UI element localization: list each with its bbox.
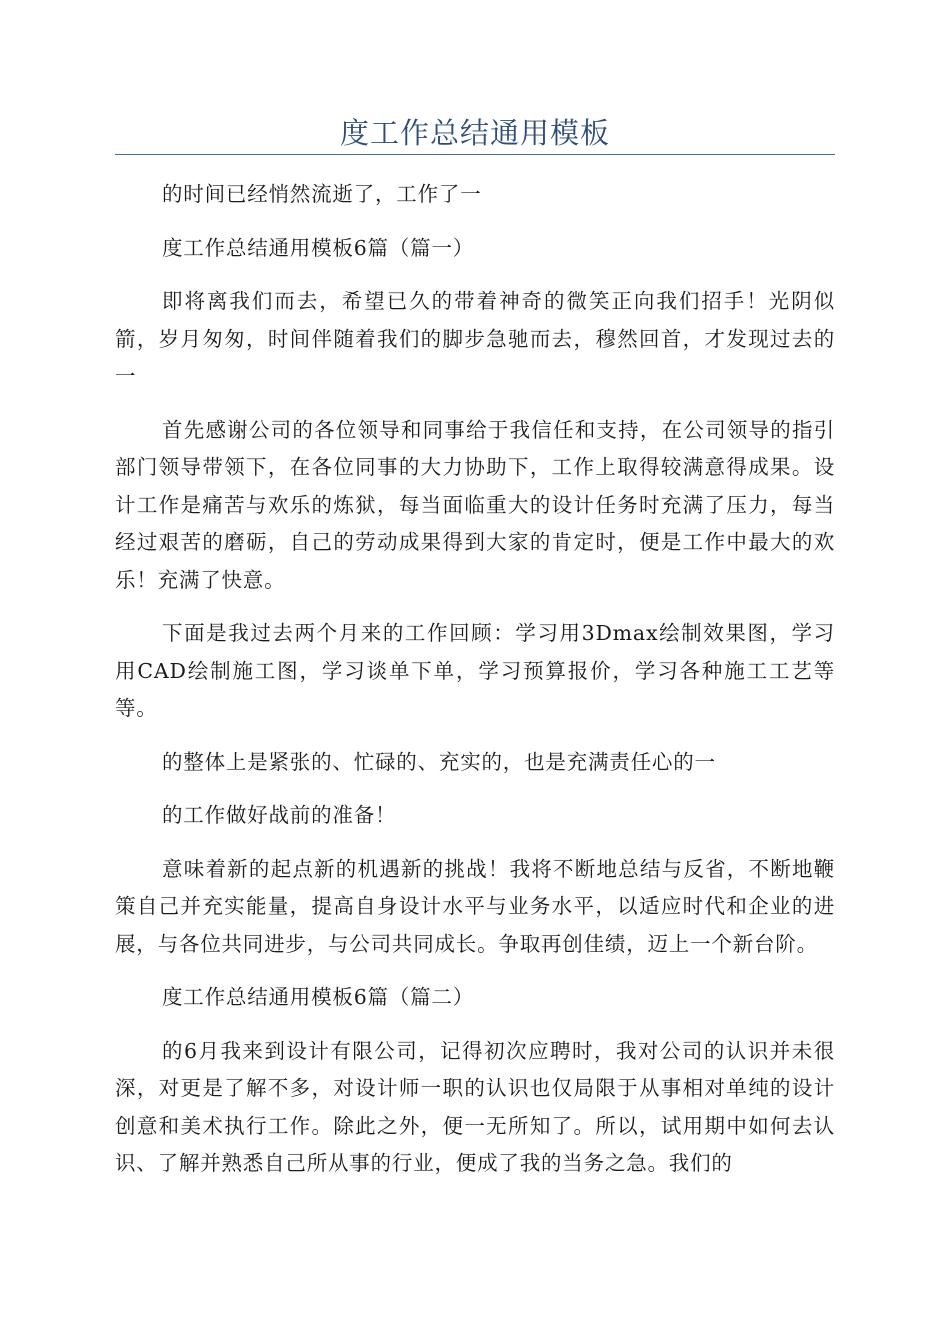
section-heading-2: 度工作总结通用模板6篇（篇二） <box>162 985 475 1009</box>
title-underline <box>115 154 835 155</box>
paragraph-1: 的时间已经悄然流逝了，工作了一 <box>162 182 482 206</box>
paragraph-5: 的整体上是紧张的、忙碌的、充实的，也是充满责任心的一 <box>162 749 716 774</box>
paragraph-8: 的6月我来到设计有限公司，记得初次应聘时，我对公司的认识并未很深，对更是了解不多，对设计师一职的认识也仅局限于从事相对单纯的设计创意和美术执行工作。除此之外，便一无所知了。所以，试用期中如何去认识、了解并熟悉自己所从事的行业，便成了我的当务之急。我们的 <box>115 1038 835 1175</box>
document-body <box>115 176 835 1199</box>
paragraph-3: 首先感谢公司的各位领导和同事给于我信任和支持，在公司领导的指引部门领导带领下，在各位同事的大力协助下，工作上取得较满意得成果。设计工作是痛苦与欢乐的炼狱，每当面临重大的设计任务时充满了压力，每当经过艰苦的磨砺，自己的劳动成果得到大家的肯定时，便是工作中最大的欢乐！充满了快意。 <box>115 417 835 592</box>
document-title: 度工作总结通用模板 <box>339 116 610 150</box>
paragraph-4: 下面是我过去两个月来的工作回顾：学习用3Dmax绘制效果图，学习用CAD绘制施工图，学习谈单下单，学习预算报价，学习各种施工工艺等等。 <box>115 621 835 720</box>
section-heading-1: 度工作总结通用模板6篇（篇一） <box>162 235 475 260</box>
paragraph-6: 的工作做好战前的准备！ <box>162 803 397 827</box>
paragraph-2: 即将离我们而去，希望已久的带着神奇的微笑正向我们招手！光阴似箭，岁月匆匆，时间伴随着我们的脚步急驰而去，穆然回首，才发现过去的一 <box>115 289 835 388</box>
paragraph-7: 意味着新的起点新的机遇新的挑战！我将不断地总结与反省，不断地鞭策自己并充实能量，提高自身设计水平与业务水平，以适应时代和企业的进展，与各位共同进步，与公司共同成长。争取再创佳绩，迈上一个新台阶。 <box>115 856 835 956</box>
